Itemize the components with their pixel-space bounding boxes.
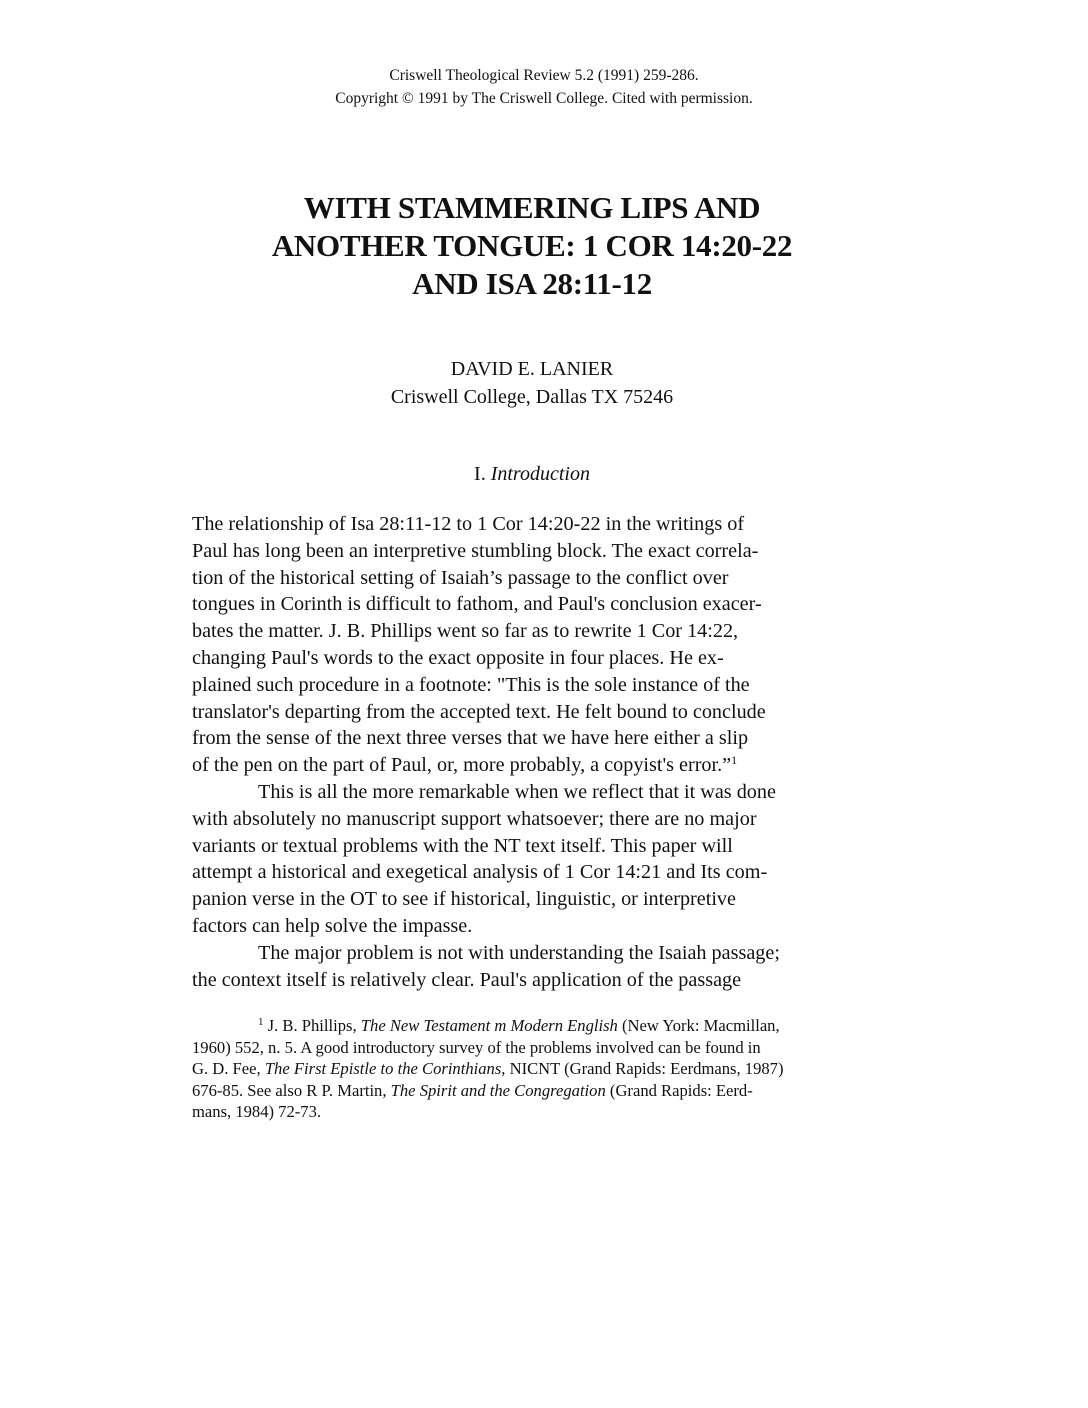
footnote-text: (Grand Rapids: Eerd- <box>605 1080 753 1100</box>
body-line: This is all the more remarkable when we reflect that it was done <box>258 780 776 803</box>
body-line: factors can help solve the impasse. <box>192 914 473 937</box>
journal-header <box>0 64 1088 110</box>
cited-title: The Spirit and the Congregation <box>390 1080 606 1100</box>
body-line: from the sense of the next three verses that we have here either a slip <box>192 727 749 750</box>
footnote-text: (New York: Macmillan, <box>617 1016 780 1035</box>
body-line: plained such procedure in a footnote: "This is the sole instance of the <box>192 673 750 696</box>
cited-title: The New Testament m Modern English <box>360 1016 618 1035</box>
body-line: variants or textual problems with the NT text itself. This paper will <box>192 834 733 857</box>
body-line: The relationship of Isa 28:11-12 to 1 Cor 14:20-22 in the writings of <box>192 513 745 535</box>
footnote <box>192 1015 892 1123</box>
footnote-line <box>192 1015 892 1037</box>
footnote-text: J. B. Phillips, <box>263 1016 361 1035</box>
title-line: WITH STAMMERING LIPS AND <box>303 190 761 225</box>
article-title <box>0 189 1064 303</box>
footnote-marker: 1 <box>258 1016 264 1028</box>
body-line: translator's departing from the accepted text. He felt bound to conclude <box>192 700 766 723</box>
body-line: changing Paul's words to the exact opposite in four places. He ex- <box>192 646 724 669</box>
body-line: The major problem is not with understanding the Isaiah passage; <box>258 941 780 964</box>
body-line-with-footnote <box>192 752 852 779</box>
footnote-text: NICNT (Grand Rapids: Eerdmans, 1987) <box>505 1059 784 1078</box>
body-line: Paul has long been an interpretive stumbling block. The exact correla- <box>192 539 759 562</box>
author-block <box>0 355 1064 411</box>
footnote-line: mans, 1984) 72-73. <box>192 1102 322 1121</box>
body-line: bates the matter. J. B. Phillips went so far as to rewrite 1 Cor 14:22, <box>192 620 739 643</box>
title-line: ANOTHER TONGUE: 1 COR 14:20-22 <box>271 228 793 263</box>
footnote-line <box>192 1058 892 1080</box>
body-line: tongues in Corinth is difficult to fathom, and Paul's conclusion exacer- <box>192 593 762 616</box>
section-heading <box>0 460 1064 488</box>
copyright-notice: Copyright © 1991 by The Criswell College. Cited with permission. <box>335 90 753 107</box>
title-line: AND ISA 28:11-12 <box>412 266 652 301</box>
footnote-reference[interactable]: 1 <box>731 753 738 768</box>
body-line: panion verse in the OT to see if historical, linguistic, or interpretive <box>192 888 736 911</box>
body-text <box>192 511 852 993</box>
section-number: I. <box>474 463 486 485</box>
journal-citation: Criswell Theological Review 5.2 (1991) 259-286. <box>389 67 699 84</box>
section-title: Introduction <box>490 463 590 485</box>
body-line: the context itself is relatively clear. Paul's application of the passage <box>192 968 742 991</box>
body-line-text: of the pen on the part of Paul, or, more probably, a copyist's error.” <box>192 754 732 777</box>
footnote-line <box>192 1080 892 1102</box>
footnote-text: G. D. Fee, <box>192 1059 265 1078</box>
body-line: tion of the historical setting of Isaiah’s passage to the conflict over <box>192 566 729 589</box>
footnote-text: 676-85. See also R P. Martin, <box>192 1080 391 1100</box>
author-affiliation: Criswell College, Dallas TX 75246 <box>390 386 674 408</box>
body-line: attempt a historical and exegetical analysis of 1 Cor 14:21 and Its com- <box>192 861 768 884</box>
cited-title: The First Epistle to the Corinthians, <box>264 1059 506 1078</box>
footnote-line: 1960) 552, n. 5. A good introductory survey of the problems involved can be found in <box>192 1037 761 1057</box>
author-name: DAVID E. LANIER <box>450 358 614 380</box>
body-line: with absolutely no manuscript support whatsoever; there are no major <box>192 807 757 830</box>
